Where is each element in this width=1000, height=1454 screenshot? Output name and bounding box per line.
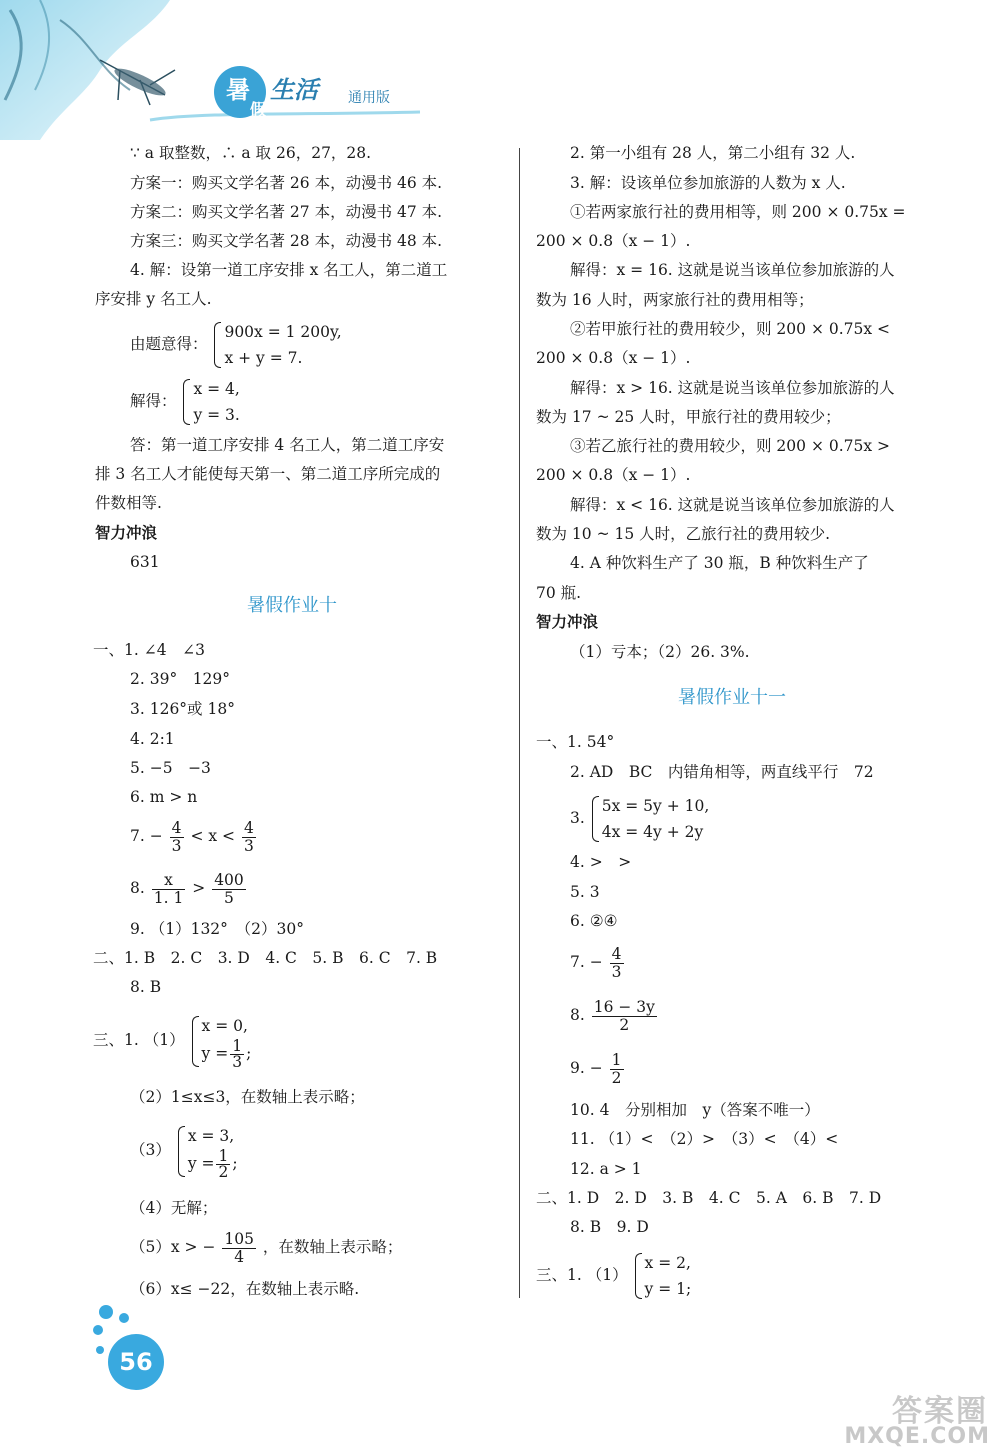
numerator: 4 xyxy=(611,944,622,963)
text-line: 方案二：购买文学名著 27 本，动漫书 47 本. xyxy=(130,203,443,221)
equation-row: x + y = 7. xyxy=(224,349,303,367)
math-text: 9. − xyxy=(570,1059,603,1077)
math-text: 8. xyxy=(570,1006,585,1024)
equation-row: x = 0, xyxy=(201,1016,248,1035)
text-line: 70 瓶. xyxy=(536,584,582,602)
numerator: 4 xyxy=(171,818,182,837)
section-title: 暑假作业十 xyxy=(247,595,337,616)
answer-item xyxy=(570,791,709,845)
text-line: ∵ a 取整数，∴ a 取 26，27，28. xyxy=(130,144,372,162)
section-title: 暑假作业十一 xyxy=(678,687,786,708)
text-line: 解得：x = 16. 这就是说当该单位参加旅游的人 xyxy=(570,261,895,279)
brand-rest: 生活 xyxy=(270,75,318,104)
watermark-domain: MXQE.COM xyxy=(844,1424,990,1449)
equation-system xyxy=(212,319,341,371)
denominator: 2 xyxy=(611,1068,622,1087)
text-line: 解得：x > 16. 这就是说当该单位参加旅游的人 xyxy=(570,379,895,397)
ink-wash-illustration xyxy=(0,0,430,140)
text-line: 方案三：购买文学名著 28 本，动漫书 48 本. xyxy=(130,232,443,250)
equation-row xyxy=(201,1036,252,1071)
numerator: 4 xyxy=(243,818,254,837)
text-line: 数为 16 人时，两家旅行社的费用相等； xyxy=(536,291,814,309)
fraction xyxy=(610,1052,624,1087)
text-line: 2. 第一小组有 28 人，第二小组有 32 人. xyxy=(570,144,856,162)
math-text: ; xyxy=(232,1154,238,1172)
fraction xyxy=(152,872,186,907)
equation-row: 5x = 5y + 10, xyxy=(601,797,710,815)
part-label: 三、 xyxy=(536,1266,568,1284)
equation-system-line xyxy=(130,318,342,371)
math-text: ，在数轴上表示略； xyxy=(262,1238,403,1256)
answer-item: 2. AD BC 内错角相等，两直线平行 72 xyxy=(570,763,874,781)
fraction xyxy=(216,1146,230,1181)
denominator: 3 xyxy=(171,836,182,855)
text-line: 4. A 种饮料生产了 30 瓶，B 种饮料生产了 xyxy=(570,554,869,572)
numerator: 1 xyxy=(218,1146,229,1165)
text-line xyxy=(93,948,437,968)
answer-item: 8. B xyxy=(130,978,162,996)
fraction xyxy=(592,999,657,1034)
page-number-badge xyxy=(90,1300,190,1400)
fraction xyxy=(170,820,184,855)
math-text: y = xyxy=(201,1044,229,1062)
equation-system xyxy=(190,1013,252,1070)
eq-label: 由题意得： xyxy=(130,335,208,353)
answer-item: 1. B 2. C 3. D 4. C 5. B 6. C 7. B xyxy=(124,949,438,967)
denominator: 2 xyxy=(218,1162,229,1181)
brand-char-2: 假 xyxy=(250,100,267,119)
text-line: 序安排 y 名工人. xyxy=(95,290,212,308)
answer-item: 5. −5 −3 xyxy=(130,759,211,777)
answer-item xyxy=(130,868,248,908)
numerator: 1 xyxy=(232,1036,243,1055)
fraction xyxy=(242,820,256,855)
part-label: 三、 xyxy=(93,1031,125,1049)
fraction xyxy=(230,1036,244,1071)
denominator: 2 xyxy=(619,1015,630,1034)
answer-item: 5. 3 xyxy=(570,883,600,901)
text-line: 数为 17 ~ 25 人时，甲旅行社的费用较少； xyxy=(536,408,841,426)
answer-item: （4）无解； xyxy=(130,1199,218,1217)
answer-item: 12. a > 1 xyxy=(570,1160,642,1178)
answer-item: 1. 54° xyxy=(567,733,615,751)
fraction xyxy=(610,946,624,981)
eq-label: 解得： xyxy=(130,392,177,410)
denominator: 4 xyxy=(234,1247,245,1266)
numerator: 105 xyxy=(224,1229,254,1248)
math-text: 8. xyxy=(130,879,145,897)
math-text: 3. xyxy=(570,809,585,827)
equation-system xyxy=(176,1123,238,1180)
math-text: ; xyxy=(246,1044,252,1062)
text-line: 答：第一道工序安排 4 名工人，第二道工序安 xyxy=(130,436,445,454)
math-text: y = xyxy=(187,1154,215,1172)
section-subheading: 智力冲浪 xyxy=(536,613,599,631)
text-line: 200 × 0.8（x − 1）. xyxy=(536,232,691,250)
text-line: ③若乙旅行社的费用较少，则 200 × 0.75x > xyxy=(570,437,891,455)
numerator: 400 xyxy=(214,870,244,889)
answer-item: 6. m > n xyxy=(130,788,198,806)
text-line: 排 3 名工人才能使每天第一、第二道工序所完成的 xyxy=(95,465,441,483)
math-text: 1. （1） xyxy=(124,1031,185,1049)
text-line: 件数相等. xyxy=(95,494,162,512)
answer-item xyxy=(130,816,258,856)
text-line: ①若两家旅行社的费用相等，则 200 × 0.75x = xyxy=(570,203,906,221)
equation-row: x = 3, xyxy=(187,1126,235,1145)
math-text: 7. − xyxy=(130,827,163,845)
part-label: 二、 xyxy=(93,949,125,967)
text-line xyxy=(536,1188,881,1208)
denominator: 3 xyxy=(611,962,622,981)
equation-row: y = 1; xyxy=(644,1280,692,1298)
watermark-text: 答案圈 xyxy=(892,1394,988,1429)
answer-item xyxy=(130,1115,238,1185)
denominator: 1. 1 xyxy=(153,888,184,907)
equation-system xyxy=(633,1250,692,1302)
text-line: 方案一：购买文学名著 26 本，动漫书 46 本. xyxy=(130,174,443,192)
answer-item: 8. B 9. D xyxy=(570,1218,649,1236)
answer-item xyxy=(130,1225,402,1269)
part-label: 一、 xyxy=(536,733,568,751)
part-label: 一、 xyxy=(93,641,125,659)
math-text: > xyxy=(192,879,206,897)
text-line: 200 × 0.8（x − 1）. xyxy=(536,466,691,484)
denominator: 3 xyxy=(232,1052,243,1071)
numerator: 1 xyxy=(611,1050,622,1069)
answer-item: 4. 2:1 xyxy=(130,730,175,748)
text-line: ②若甲旅行社的费用较少，则 200 × 0.75x < xyxy=(570,320,891,338)
equation-row: y = 3. xyxy=(193,406,240,424)
answer-item: 3. 126°或 18° xyxy=(130,700,235,718)
page-number: 56 xyxy=(119,1348,153,1376)
fraction xyxy=(222,1231,256,1266)
equation-system xyxy=(590,793,710,845)
solution-line xyxy=(130,375,240,428)
answer-item: 1. ∠4 ∠3 xyxy=(124,641,205,659)
equation-row: x = 4, xyxy=(193,380,240,398)
numerator: x xyxy=(152,872,186,890)
text-line: 4. 解：设第一道工序安排 x 名工人，第二道工 xyxy=(130,261,448,279)
math-text: （5）x > − xyxy=(130,1238,216,1256)
math-text: 7. − xyxy=(570,953,603,971)
equation-row: 900x = 1 200y, xyxy=(224,323,342,341)
text-line: （1）亏本；（2）26. 3%. xyxy=(570,643,750,661)
numerator: 16 − 3y xyxy=(593,997,655,1016)
text-line xyxy=(93,640,205,660)
denominator: 5 xyxy=(224,888,234,907)
brand-char-1: 暑 xyxy=(226,75,250,104)
answer-item: 1. D 2. D 3. B 4. C 5. A 6. B 7. D xyxy=(567,1189,882,1207)
denominator: 3 xyxy=(243,836,254,855)
text-line: 631 xyxy=(130,553,160,571)
header-decoration xyxy=(0,0,430,140)
answer-item: 6. ②④ xyxy=(570,912,618,930)
math-text: 1. （1） xyxy=(567,1266,628,1284)
part-label: 二、 xyxy=(536,1189,568,1207)
answer-item: 2. 39° 129° xyxy=(130,670,231,688)
equation-row: 4x = 4y + 2y xyxy=(601,823,704,841)
answer-item: 11. （1）< （2）> （3）< （4）< xyxy=(570,1130,839,1148)
equation-system xyxy=(181,376,239,428)
math-text: （3） xyxy=(130,1141,171,1159)
text-line: 解得：x < 16. 这就是说当该单位参加旅游的人 xyxy=(570,496,895,514)
text-line xyxy=(93,1005,251,1075)
answer-item xyxy=(570,993,659,1037)
answer-item xyxy=(570,1046,626,1090)
answer-item xyxy=(570,940,626,984)
column-divider xyxy=(519,148,520,1298)
answer-item: （2）1≤x≤3，在数轴上表示略； xyxy=(130,1088,365,1106)
text-line: 3. 解：设该单位参加旅游的人数为 x 人. xyxy=(570,174,846,192)
text-line: 200 × 0.8（x − 1）. xyxy=(536,349,691,367)
edition-label: 通用版 xyxy=(348,90,390,106)
text-line: 数为 10 ~ 15 人时，乙旅行社的费用较少. xyxy=(536,525,831,543)
text-line xyxy=(536,1248,691,1302)
answer-item: 9. （1）132° （2）30° xyxy=(130,920,304,938)
answer-item: 10. 4 分别相加 y（答案不唯一） xyxy=(570,1101,820,1119)
watermark xyxy=(810,1384,1000,1454)
fraction xyxy=(212,872,246,907)
equation-row xyxy=(187,1146,238,1181)
text-line xyxy=(536,732,614,752)
math-text: < x < xyxy=(190,827,236,845)
section-subheading: 智力冲浪 xyxy=(95,524,158,542)
answer-item: 4. > > xyxy=(570,853,632,871)
equation-row: x = 2, xyxy=(644,1254,691,1272)
answer-item: （6）x≤ −22，在数轴上表示略. xyxy=(130,1280,360,1298)
